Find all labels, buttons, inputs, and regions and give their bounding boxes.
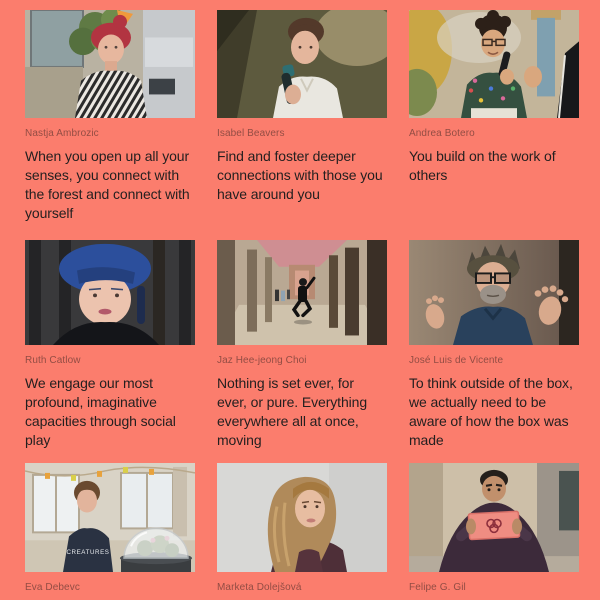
photo-ruth-catlow[interactable] <box>25 240 195 345</box>
speaker-card-nastja-ambrozic[interactable] <box>25 10 195 240</box>
speaker-name: Marketa Dolejšová <box>217 582 302 593</box>
speaker-card-jaz-hee-jeong-choi[interactable] <box>217 240 387 463</box>
speaker-name: Jaz Hee-jeong Choi <box>217 355 307 366</box>
speaker-name: Nastja Ambrozic <box>25 128 99 139</box>
shirt-text-creatures: CREATURES <box>66 549 110 557</box>
speaker-card-andrea-botero[interactable] <box>409 10 579 240</box>
speaker-card-felipe-g-gil[interactable] <box>409 463 579 600</box>
speaker-name: Felipe G. Gil <box>409 582 466 593</box>
grid-row-1 <box>25 10 579 240</box>
speaker-name: José Luis de Vicente <box>409 355 504 366</box>
speaker-card-ruth-catlow[interactable] <box>25 240 195 463</box>
photo-nastja-ambrozic[interactable] <box>25 10 195 118</box>
speaker-name: Eva Debevc <box>25 582 80 593</box>
grid-row-3 <box>25 463 579 600</box>
speaker-quote: To think outside of the box, we actually need to be aware of how the box was made <box>409 375 573 448</box>
photo-andrea-botero[interactable] <box>409 10 579 118</box>
speaker-card-marketa-dolejsova[interactable] <box>217 463 387 600</box>
speaker-quote: When you open up all your senses, you connect with the forest and connect with yourself <box>25 148 190 221</box>
speaker-name: Isabel Beavers <box>217 128 285 139</box>
photo-jose-luis-de-vicente[interactable] <box>409 240 579 345</box>
speaker-card-isabel-beavers[interactable] <box>217 10 387 240</box>
photo-isabel-beavers[interactable] <box>217 10 387 118</box>
photo-eva-debevc[interactable] <box>25 463 195 572</box>
photo-jaz-hee-jeong-choi[interactable] <box>217 240 387 345</box>
grid-row-2 <box>25 240 579 463</box>
speaker-name: Andrea Botero <box>409 128 475 139</box>
speaker-quote: We engage our most profound, imaginative capacities through social play <box>25 375 176 448</box>
speaker-card-eva-debevc[interactable] <box>25 463 195 600</box>
photo-marketa-dolejsova[interactable] <box>217 463 387 572</box>
speaker-name: Ruth Catlow <box>25 355 81 366</box>
photo-felipe-g-gil[interactable] <box>409 463 579 572</box>
speaker-quote: Nothing is set ever, for ever, or pure. Everything everywhere all at once, moving <box>217 375 368 448</box>
speaker-card-jose-luis-de-vicente[interactable] <box>409 240 579 463</box>
speaker-quote: You build on the work of others <box>409 148 556 183</box>
speaker-quote: Find and foster deeper connections with those you have around you <box>217 148 383 202</box>
